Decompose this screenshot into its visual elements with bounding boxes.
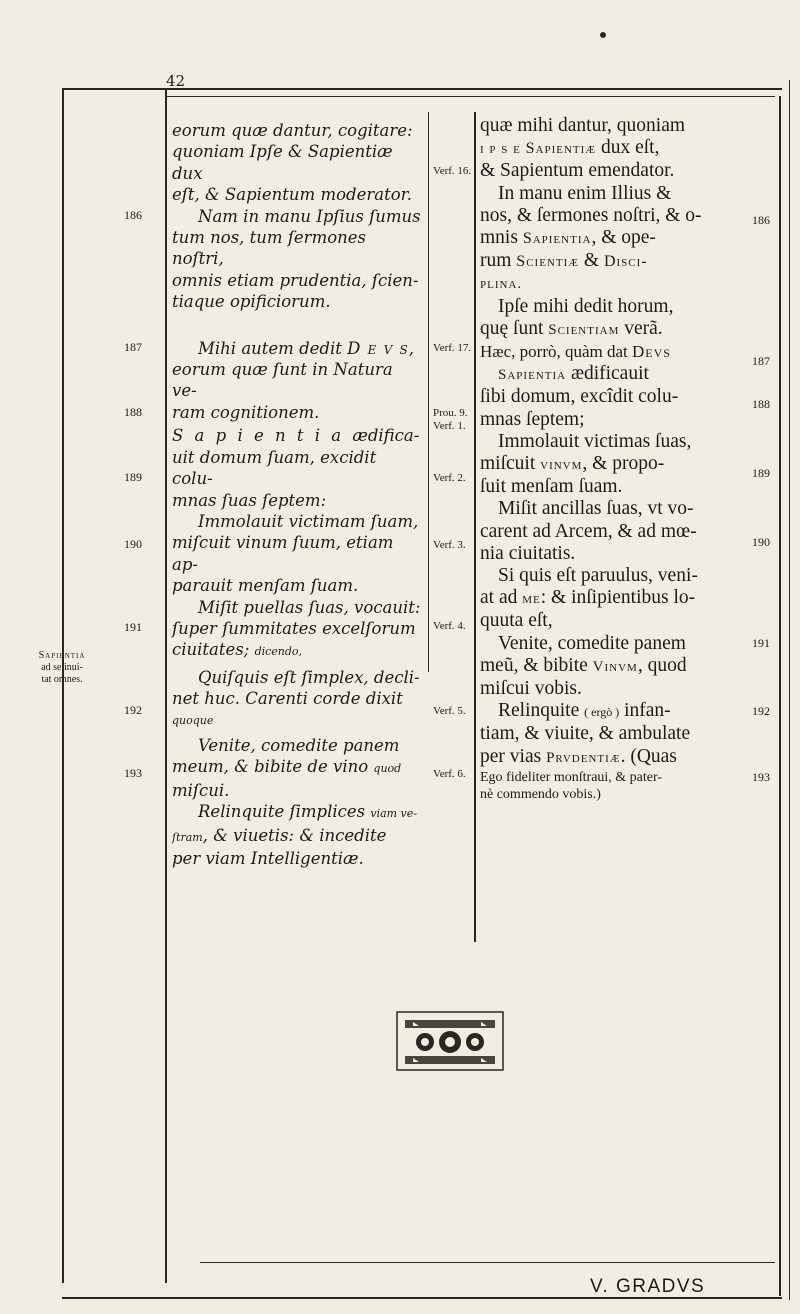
latin-text: Relinquite ſimplices [198,802,371,822]
latin-line [172,425,422,446]
latin-text: ciuitates; [172,640,255,660]
latin-line: net huc. Carenti corde dixit [172,689,403,709]
latin-line: miſcui. [172,780,230,800]
latin-text: quod [373,762,402,776]
latin-text: meum, & bibite de vino [172,757,374,777]
translation-line: Venite, comedite panem [498,632,686,654]
translation-line [480,655,776,678]
latin-line: tiaque opificiorum. [172,292,331,312]
translation-line [480,453,776,476]
translation-text: rum [480,250,517,272]
latin-text: ædifica- [352,426,420,446]
translation-text: infan- [619,700,671,722]
latin-line: eſt, & Sapientum moderator. [172,185,412,205]
verse-number-right: 192 [752,704,770,718]
translation-text: Relinquite [498,700,585,722]
translation-text: Sapientia [498,367,567,384]
verse-number-left: 190 [124,537,142,551]
margin-note [12,650,112,686]
translation-text: Scientiæ [516,253,580,271]
middle-rule [474,112,476,942]
translation-text: Scientiam [548,321,620,338]
translation-line: nia ciuitatis. [480,542,576,564]
translation-text: i p s e [480,141,526,158]
verse-number-right: 186 [752,213,770,227]
ink-dot [600,32,606,38]
latin-line: Miſit puellas ſuas, vocauit: [198,597,421,617]
translation-text: per vias [480,745,547,767]
verse-number-left: 188 [124,405,142,419]
latin-line: eorum quæ ſunt in Natura ve- [172,360,393,401]
latin-line: eorum quæ dantur, cogitare: [172,121,413,140]
latin-line: per viam Intelligentiæ. [172,849,364,868]
translation-line: nè commendo vobis.) [480,786,601,802]
latin-line: mnas ſuas ſeptem: [172,490,327,510]
header-rule [165,96,775,97]
verse-number-right: 188 [752,397,770,411]
translation-text: at ad [480,587,523,609]
latin-line: Venite, comedite panem [198,735,400,755]
latin-text: Mihi autem dedit [198,338,348,358]
translation-column [480,115,776,803]
right-rule [779,96,781,1296]
translation-text: Devs [632,342,671,362]
translation-text: vinvm [540,457,583,474]
scripture-reference: Verf. 2. [433,472,466,484]
translation-text: Sapientiæ [525,140,597,158]
verse-number-right: 190 [752,535,770,549]
translation-text: Hæc, porrò, quàm dat [480,342,633,362]
translation-line: ſuit menſam ſuam. [480,476,623,498]
translation-line [480,587,776,610]
scripture-reference: Verf. 3. [433,539,466,551]
catchword: V. GRADVS [590,1276,706,1297]
translation-text: . (Quas [620,745,677,767]
latin-text: S a p i e n t i a [172,426,353,446]
translation-line: Ego fideliter monſtraui, & pater- [480,769,663,785]
translation-line: plina. [480,276,523,293]
latin-line: miſcuit vinum ſuum, etiam ap- [172,533,394,574]
margin-note-line: ad se inui- [41,662,83,673]
translation-text: ( ergò ) [584,705,620,720]
latin-line: quoque [172,713,214,727]
translation-text: Prvdentiæ [546,749,621,766]
verse-number-left: 189 [124,470,142,484]
latin-line: quoniam Ipſe & Sapientiæ dux [172,142,393,183]
latin-line: tum nos, tum ſermones noſtri, [172,228,367,269]
latin-line: Nam in manu Ipſius ſumus [198,206,421,226]
inner-left-rule [165,88,167,1283]
latin-line [172,639,422,662]
translation-text: me [522,591,541,608]
latin-text: viam ve- [370,807,418,821]
translation-text: , & propo- [582,453,665,475]
translation-line: Miſit ancillas ſuas, vt vo- [498,498,694,520]
footer-rule [200,1262,775,1263]
translation-line [480,250,776,273]
translation-line: quuta eſt, [480,610,553,632]
latin-right-rule [428,112,429,672]
verse-number-right: 189 [752,466,770,480]
translation-text: quę ſunt [480,317,549,339]
verse-number-left: 192 [124,703,142,717]
translation-line: tiam, & viuite, & ambulate [480,723,691,745]
latin-text: , & viuetis: & incedite [202,825,387,845]
translation-line [480,746,776,769]
translation-line: mnas ſeptem; [480,408,585,430]
page-number: 42 [166,72,186,90]
translation-line [480,700,776,723]
translation-line: quæ mihi dantur, quoniam [480,115,686,136]
translation-line: Ipſe mihi dedit horum, [498,295,674,317]
latin-line: parauit menſam ſuam. [172,576,359,596]
latin-line: Immolauit victimam ſuam, [198,511,419,531]
scripture-reference: Verf. 1. [433,420,466,432]
translation-text: mnis [480,227,523,249]
translation-text: verã. [619,317,663,339]
latin-text: D e v s, [347,338,415,358]
verse-number-left: 186 [124,208,142,222]
latin-line [172,338,422,359]
translation-line: Immolauit victimas ſuas, [498,430,692,452]
translation-line [480,137,776,160]
translation-text: & [579,250,604,272]
translation-line: In manu enim Illius & [498,182,672,204]
scripture-reference: Prou. 9. [433,407,468,419]
verse-number-left: 187 [124,340,142,354]
latin-text: dicendo, [254,645,303,659]
translation-line [480,363,776,386]
scripture-reference: Verf. 4. [433,620,466,632]
translation-line: Si quis eſt paruulus, veni- [498,565,698,587]
scripture-reference: Verf. 17. [433,342,472,354]
scripture-reference: Verf. 5. [433,705,466,717]
latin-line: ſuper ſummitates excelſorum [172,618,416,638]
latin-line [172,801,422,824]
scripture-reference: Verf. 16. [433,165,472,177]
translation-line: nos, & ſermones noſtri, & o- [480,204,702,226]
translation-line: carent ad Arcem, & ad mœ- [480,520,697,542]
latin-line [172,756,422,779]
margin-note-line: tat omnes. [41,674,83,685]
translation-text: ædificauit [566,363,649,385]
translation-text: meũ, & bibite [480,654,593,676]
verse-number-left: 191 [124,620,142,634]
translation-text: dux eſt, [596,137,660,159]
latin-line: ram cognitionem. [172,402,320,422]
far-right-rule [789,80,790,1300]
verse-number-right: 191 [752,636,770,650]
translation-text: Sapientia [522,230,592,248]
translation-text: miſcuit [480,453,541,475]
translation-line [480,227,776,250]
latin-column [172,120,422,869]
scripture-reference: Verf. 6. [433,768,466,780]
translation-line [480,318,776,341]
latin-text: ſtram [172,830,203,844]
translation-text: , quod [637,654,687,676]
verse-number-right: 193 [752,770,770,784]
latin-line: uit domum ſuam, excidit colu- [172,447,377,489]
verse-number-left: 193 [124,766,142,780]
latin-line: omnis etiam prudentia, ſcien- [172,270,419,290]
margin-note-line: Sapientia [38,650,86,661]
translation-line: & Sapientum emendator. [480,160,675,182]
translation-line: ſibi domum, excîdit colu- [480,386,679,408]
printers-ornament [395,1010,505,1072]
translation-text: Disci- [603,253,648,271]
translation-text: : & inſipientibus lo- [540,587,696,609]
translation-text: , & ope- [591,227,656,249]
verse-number-right: 187 [752,354,770,368]
latin-line [172,825,422,848]
latin-line: Quiſquis eſt ſimplex, decli- [198,667,420,687]
translation-line: miſcui vobis. [480,678,582,700]
translation-line [480,341,776,363]
translation-text: Vinvm [592,658,638,675]
